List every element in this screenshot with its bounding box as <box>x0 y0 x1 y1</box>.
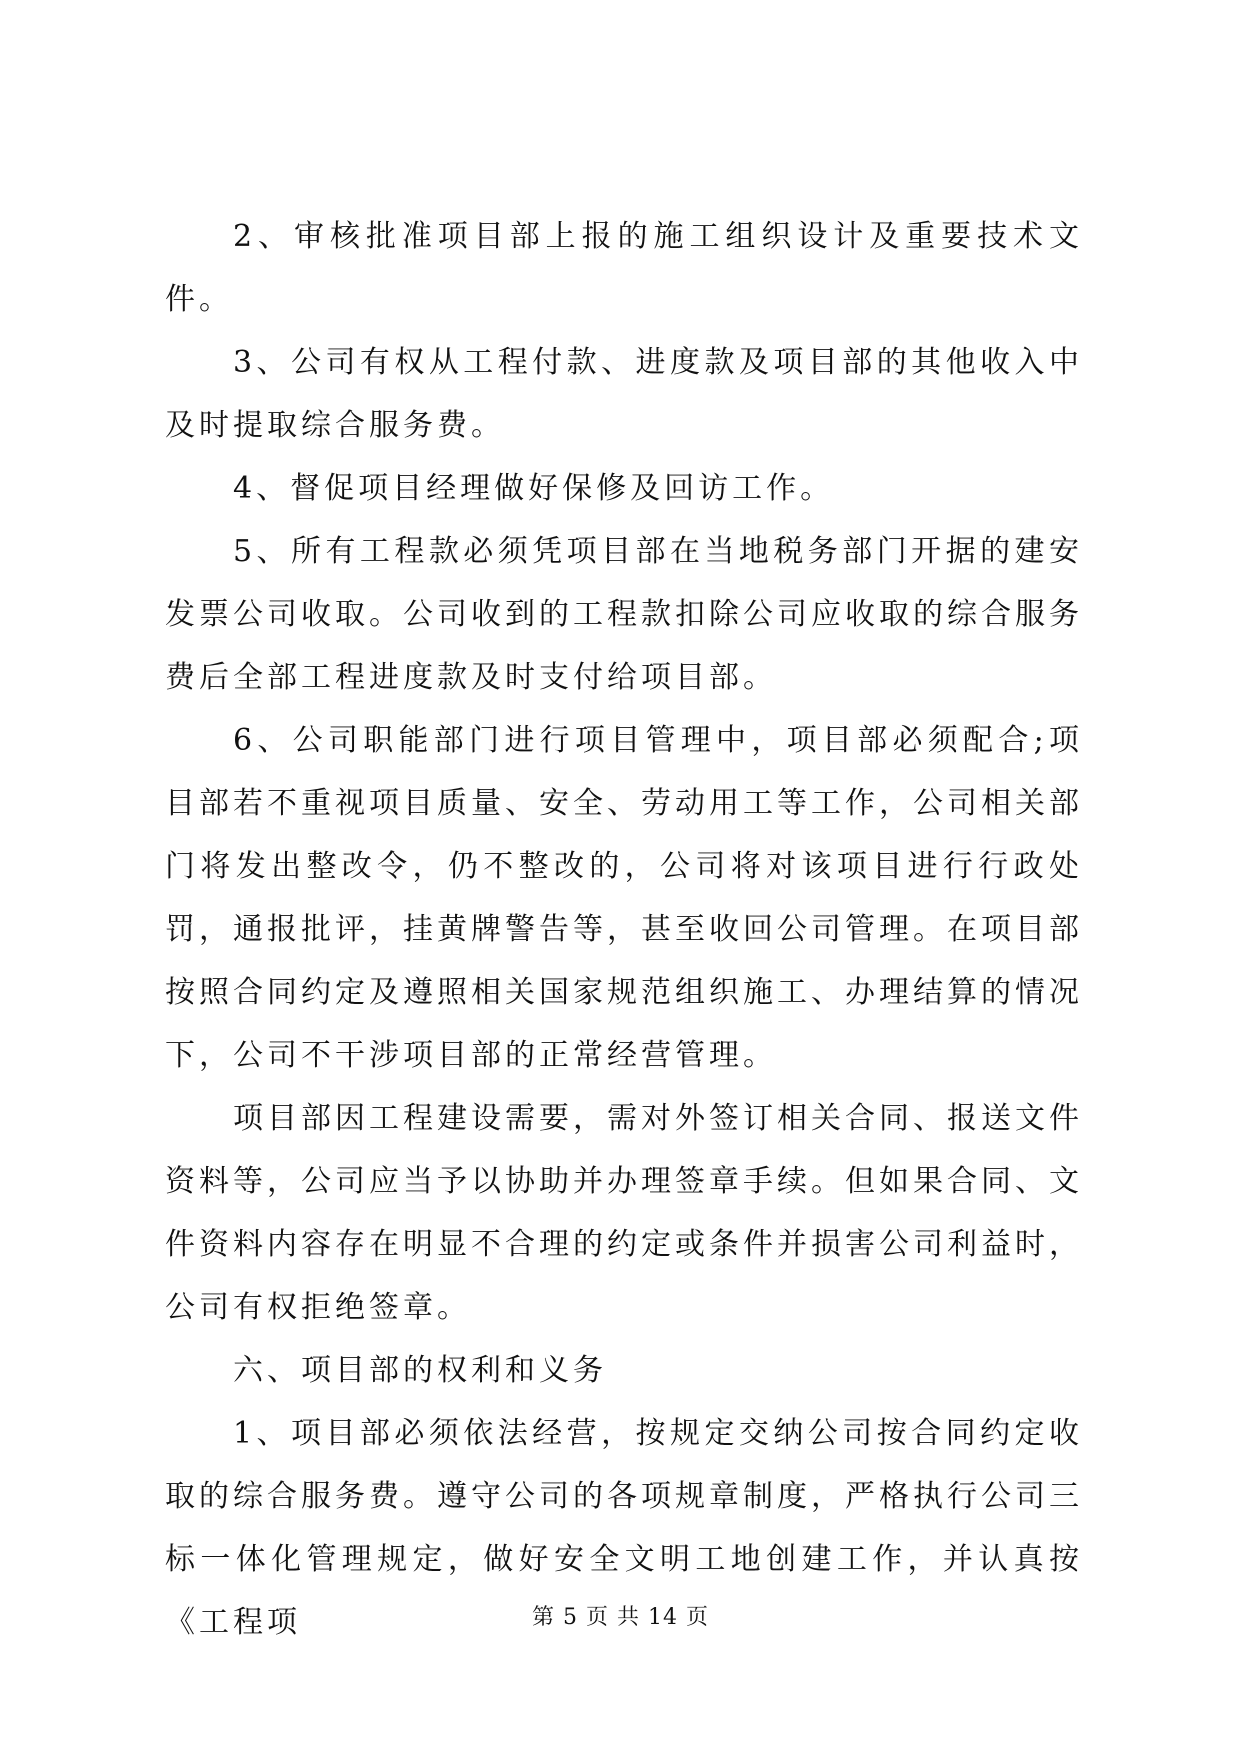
paragraph: 6、公司职能部门进行项目管理中，项目部必须配合;项目部若不重视项目质量、安全、劳动用工等工作，公司相关部门将发出整改令，仍不整改的，公司将对该项目进行行政处罚，通报批评，挂黄牌警告等，甚至收回公司管理。在项目部按照合同约定及遵照相关国家规范组织施工、办理结算的情况下，公司不干涉项目部的正常经营管理。 <box>165 723 1083 1073</box>
paragraph: 1、项目部必须依法经营，按规定交纳公司按合同约定收取的综合服务费。遵守公司的各项规章制度，严格执行公司三标一体化管理规定，做好安全文明工地创建工作，并认真按《工程项 <box>165 1416 1083 1640</box>
section-heading: 六、项目部的权利和义务 <box>233 1353 607 1388</box>
paragraph: 项目部因工程建设需要，需对外签订相关合同、报送文件资料等，公司应当予以协助并办理签章手续。但如果合同、文件资料内容存在明显不合理的约定或条件并损害公司利益时，公司有权拒绝签章。 <box>165 1101 1083 1325</box>
paragraph: 3、公司有权从工程付款、进度款及项目部的其他收入中及时提取综合服务费。 <box>165 345 1083 443</box>
paragraph: 2、审核批准项目部上报的施工组织设计及重要技术文件。 <box>165 219 1083 317</box>
paragraph: 5、所有工程款必须凭项目部在当地税务部门开据的建安发票公司收取。公司收到的工程款扣除公司应收取的综合服务费后全部工程进度款及时支付给项目部。 <box>165 534 1083 695</box>
paragraph: 4、督促项目经理做好保修及回访工作。 <box>233 471 835 506</box>
document-body <box>165 205 1083 1654</box>
page-footer: 第 5 页 共 14 页 <box>532 1605 709 1630</box>
